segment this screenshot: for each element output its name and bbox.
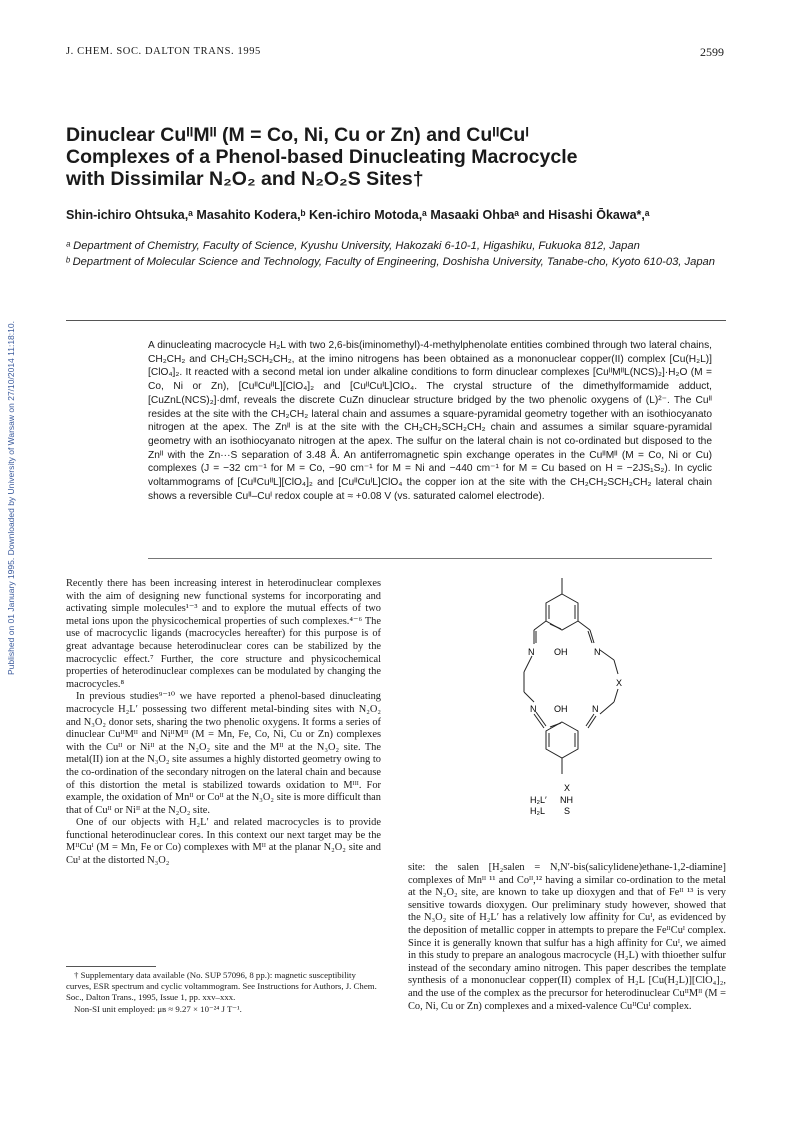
footnotes [66,970,381,1016]
atom-n3: N [530,704,537,714]
legend-h2l-prime: H₂L′ [530,795,547,805]
paragraph-3: One of our objects with H₂L′ and related macrocycles is to provide functional heterodinuclear cores. In this context our next target may be the MᴵᴵCuᴵ (M = Mn, Fe or Co) complexes with Mᴵᴵ at the planar N₂O₂ site and Cuᴵ at the distorted N₃O₂ [66,817,381,867]
paragraph-1: Recently there has been increasing interest in heterodinuclear complexes with the aim of designing new functional systems for incorporating and activating simple molecules¹⁻³ and to explore the mutual effects of two metal ions upon the physicochemical properties of such complexes.⁴⁻⁶ The use of macrocyclic ligands (macrocycles hereafter) for this purpose is of great advantage because heterodinuclear cores can be stabilized by the macrocyclic effect.⁷ Further, the core structure and physicochemical properties of heterodinuclear complexes can be modulated by changing the macrocycles.⁸ [66,578,381,690]
right-column [408,862,726,1013]
atom-n2: N [594,647,601,657]
footnote-units: Non-SI unit employed: μʙ ≈ 9.27 × 10⁻²⁴ J T⁻¹. [74,1004,242,1014]
left-column [66,578,381,868]
title-line-1: Dinuclear CuᴵᴵMᴵᴵ (M = Co, Ni, Cu or Zn) and CuᴵᴵCuᴵ [66,124,529,146]
legend-h2l: H₂L [530,806,545,816]
page-number: 2599 [700,45,724,59]
affiliation-b: ᵇ Department of Molecular Science and Technology, Faculty of Engineering, Doshisha University, Tanabe-cho, Kyoto 610-03, Japan [66,255,715,268]
atom-oh2: OH [554,704,568,714]
footnote-divider [66,966,156,967]
legend-s: S [564,806,571,816]
abstract: A dinucleating macrocycle H₂L with two 2,6-bis(iminomethyl)-4-methylphenolate entities combined through two lateral chains, CH₂CH₂ and CH₂CH₂SCH₂CH₂, at the imino nitrogens has been obtained as a mononuclear copper(II) complex [Cu(H₂L)][ClO₄]₂. It reacted with a second metal ion under alkaline conditions to form dinuclear complexes [CuᴵᴵMᴵᴵL(NCS)₂]·H₂O (M = Co, Ni or Zn), [CuᴵᴵCuᴵᴵL][ClO₄]₂ and [CuᴵᴵCuᴵL]ClO₄. The crystal structure of the dimethylformamide adduct, [CuZnL(NCS)₂]·dmf, reveals the discrete CuZn dinuclear structure bridged by the two phenolic oxygens of (L)²⁻. The Cuᴵᴵ resides at the site with the CH₂CH₂ lateral chain and assumes a square-pyramidal geometry together with an isothiocyanato nitrogen at the apex. The Znᴵᴵ is at the site with the CH₂CH₂SCH₂CH₂ chain and assumes a similar square-pyramidal geometry with an isothiocyanato nitrogen at the apex. The sulfur on the lateral chain is not co-ordinated but disposed to the Znᴵᴵ with the Zn···S separation of 3.48 Å. An antiferromagnetic spin exchange operates in the CuᴵᴵMᴵᴵ (M = Co, Ni or Cu) complexes (J = −32 cm⁻¹ for M = Co, −90 cm⁻¹ for M = Ni and −440 cm⁻¹ for M = Cu based on H = −2JS₁S₂). In cyclic voltammograms of [CuᴵᴵCuᴵᴵL][ClO₄]₂ and [CuᴵᴵCuᴵL]ClO₄ the copper ion at the site with the CH₂CH₂SCH₂CH₂ lateral chain shows a reversible Cuᴵᴵ–Cuᴵ redox couple at ≈ +0.08 V (vs. saturated calomel electrode). [148,340,712,502]
running-head: J. CHEM. SOC. DALTON TRANS. 1995 [66,46,261,57]
legend-header: X [564,783,571,793]
article-title [66,124,706,190]
abstract-divider [148,558,712,559]
atom-n1: N [528,647,535,657]
affiliation-a: ᵃ Department of Chemistry, Faculty of Science, Kyushu University, Hakozaki 6-10-1, Higashiku, Fukuoka 812, Japan [66,240,640,252]
side-note-text[interactable]: Published on 01 January 1995. Downloaded by University of Warsaw on 27/10/2014 11:18:10. [6,321,16,675]
side-note[interactable] [4,250,18,750]
header-divider [66,320,726,321]
atom-x: X [616,678,623,688]
structure-diagram [520,574,640,824]
author-list: Shin-ichiro Ohtsuka,ᵃ Masahito Kodera,ᵇ Ken-ichiro Motoda,ᵃ Masaaki Ohbaᵃ and Hisashi Ōkawa*,ᵃ [66,208,650,222]
legend-nh: NH [560,795,573,805]
affiliations [66,239,726,270]
macrocycle-structure [520,574,640,824]
title-line-3: with Dissimilar N₂O₂ and N₂O₂S Sites† [66,168,424,190]
paragraph-2: In previous studies⁹⁻¹⁰ we have reported a phenol-based dinucleating macrocycle H₂L′ possessing two different metal-binding sites with N₂O₂ and N₃O₂ donor sets, sharing the two phenolic oxygens. It forms a series of dinuclear CuᴵᴵMᴵᴵ and NiᴵᴵMᴵᴵ (M = Mn, Fe, Co, Ni, Cu or Zn) complexes with the Cuᴵᴵ or Niᴵᴵ at the N₂O₂ site and the Mᴵᴵ at the N₃O₂ site. The metal(II) ion at the N₃O₂ site assumes a highly distorted geometry owing to the co-ordination of the secondary nitrogen on the lateral chain and because of this distortion the metal is stabilized towards oxidation to Mᴵᴵᴵ. For example, the oxidation of Mnᴵᴵ or Coᴵᴵ at the N₃O₂ site is more difficult than that of Cuᴵᴵ or Niᴵᴵ at the N₂O₂ site. [66,691,381,816]
title-line-2: Complexes of a Phenol-based Dinucleating Macrocycle [66,146,578,168]
paragraph-right: site: the salen [H₂salen = N,N′-bis(salicylidene)ethane-1,2-diamine] complexes of Mnᴵᴵ ¹¹ and Coᴵᴵ,¹² having a similar co-ordination to the metal at the N₂O₂ site, are known to take up dioxygen and that of Feᴵᴵ ¹³ is very sensitive towards dioxygen. Our preliminary study however, showed that the N₃O₂ site of H₂L′ has a relatively low affinity for Cuᴵ, as evidenced by the deposition of metallic copper in attempts to prepare the FeᴵᴵCuᴵ complex. Since it is generally known that sulfur has a high affinity for Cuᴵ, we aimed in this study to prepare an analogous macrocycle (H₂L) with thioether sulfur instead of the secondary amino nitrogen. This paper describes the template synthesis of a mononuclear copper(II) complex of H₂L [Cu(H₂L)][ClO₄]₂, and the use of the complex as the precursor for heterodinuclear CuᴵᴵMᴵᴵ (M = Co, Ni, Cu or Zn) complexes and a mixed-valence CuᴵᴵCuᴵ complex. [408,862,726,1012]
footnote-supplementary: † Supplementary data available (No. SUP 57096, 8 pp.): magnetic susceptibility curves, ESR spectrum and cyclic voltammogram. See Instructions for Authors, J. Chem. Soc., Dalton Trans., 1995, Issue 1, pp. xxv–xxx. [66,970,377,1002]
atom-n4: N [592,704,599,714]
atom-oh1: OH [554,647,568,657]
